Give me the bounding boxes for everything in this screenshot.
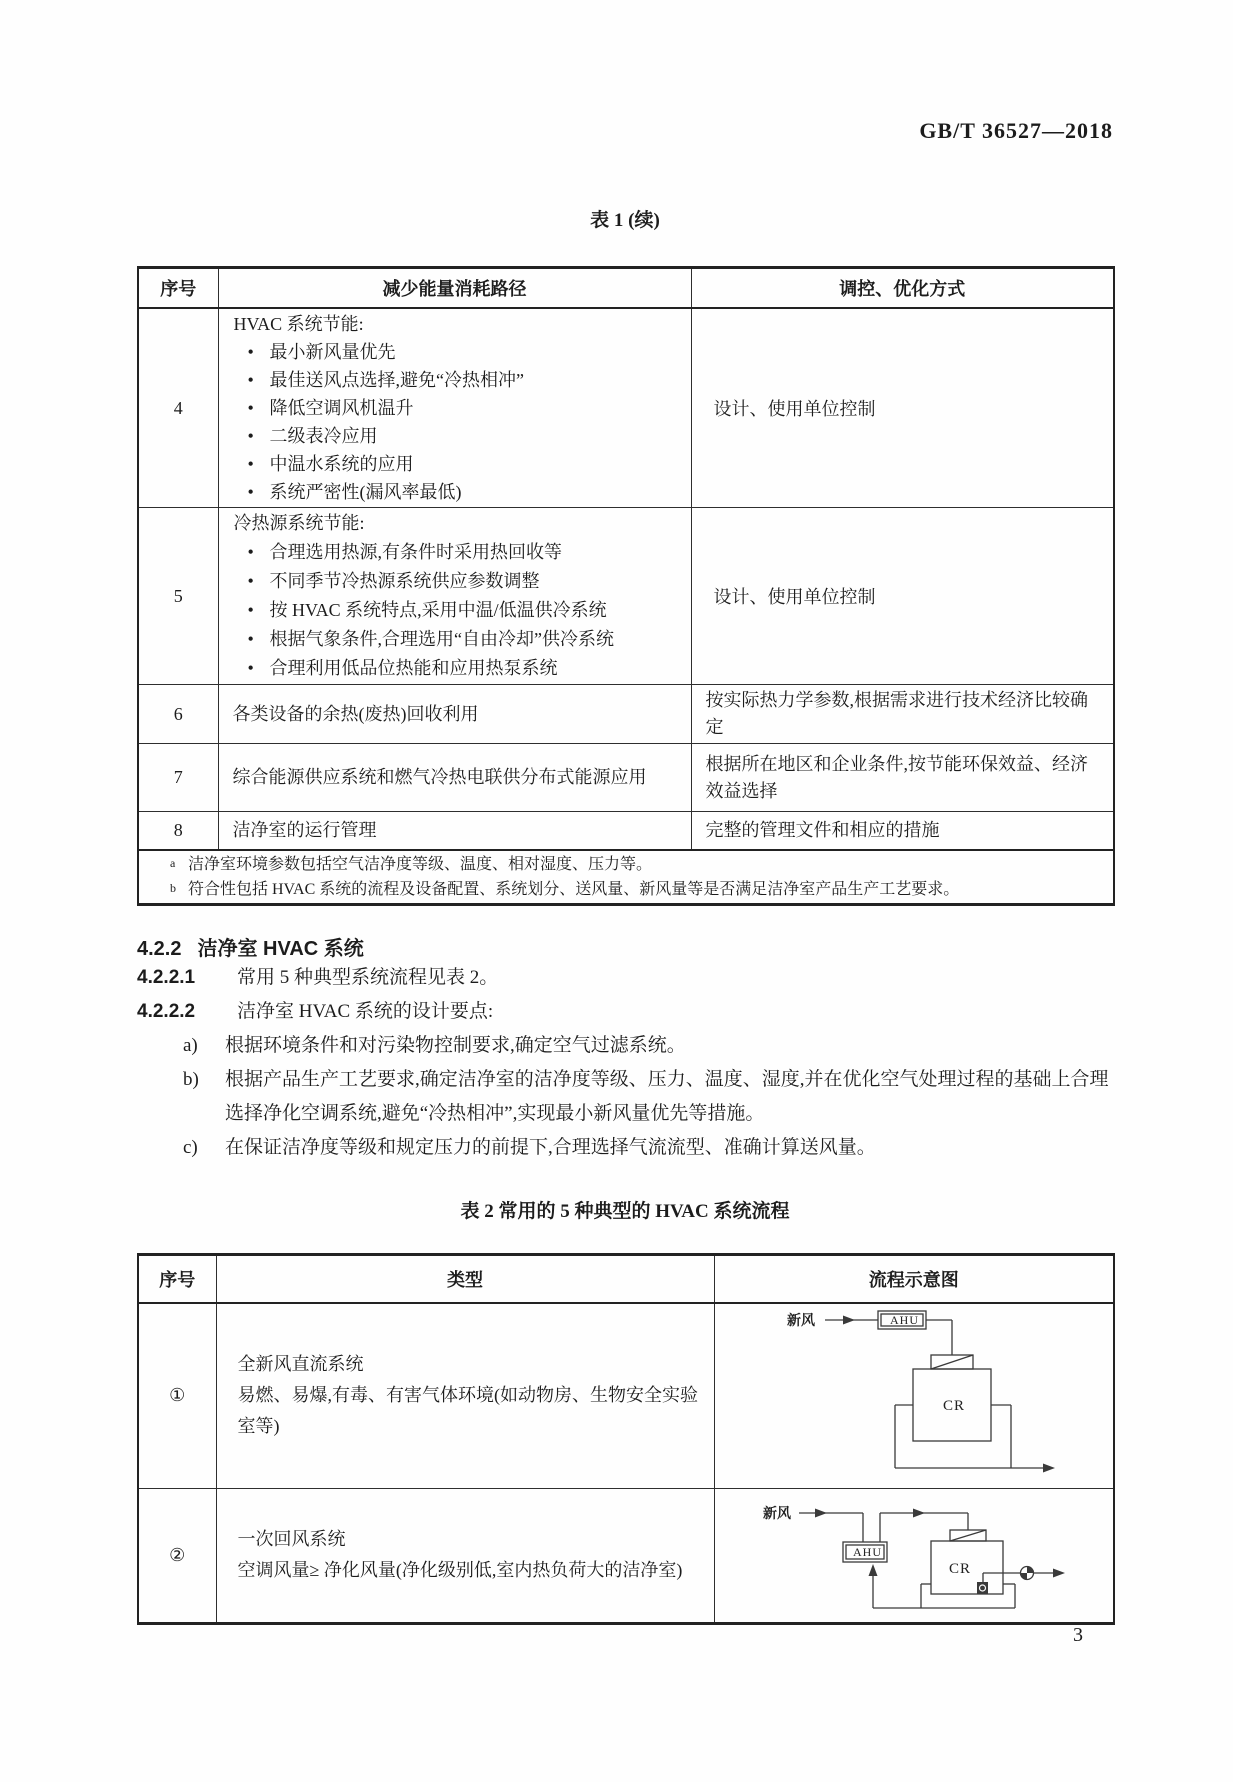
list-item	[234, 596, 690, 625]
clause-4-2-2-2	[137, 995, 1113, 1029]
cleanroom-label: CR	[942, 1398, 965, 1414]
table2-caption: 表 2 常用的 5 种典型的 HVAC 系统流程	[460, 1201, 790, 1222]
section-heading-number: 4.2.2	[137, 938, 182, 960]
clause-number: 4.2.2.2	[137, 1001, 196, 1022]
table1-footnotes-row	[138, 850, 1114, 905]
footnote-text: 符合性包括 HVAC 系统的流程及设备配置、系统划分、送风量、新风量等是否满足洁净室产品生产工艺要求。	[188, 880, 960, 898]
design-point-b	[137, 1063, 1113, 1131]
table-row	[138, 1303, 1114, 1488]
bullet-text: 中温水系统的应用	[269, 454, 414, 474]
fresh-air-label: 新风	[762, 1506, 791, 1522]
bullet-text: 根据气象条件,合理选用“自由冷却”供冷系统	[269, 629, 614, 649]
bullet-text: 最小新风量优先	[269, 342, 396, 362]
fan-icon	[1027, 1566, 1034, 1573]
clause-number: 4.2.2.1	[137, 967, 196, 988]
control-cell: 设计、使用单位控制	[691, 308, 1114, 508]
list-item	[234, 422, 690, 450]
section-4-2-2	[137, 932, 1113, 1165]
table1	[137, 266, 1115, 906]
bullet-text: 合理选用热源,有条件时采用热回收等	[269, 542, 562, 562]
flow-diagram-cell	[714, 1303, 1114, 1488]
bullet-dot: •	[247, 658, 254, 678]
bullet-dot: •	[247, 342, 254, 362]
list-item	[234, 654, 690, 683]
table-row	[138, 744, 1114, 812]
arrow-right-icon	[913, 1508, 925, 1517]
footnote-text: 洁净室环境参数包括空气洁净度等级、温度、相对湿度、压力等。	[188, 855, 653, 873]
footnote-marker: a	[170, 855, 176, 870]
clause-text: 常用 5 种典型系统流程见表 2。	[237, 967, 499, 988]
list-item	[234, 478, 690, 506]
arrow-right-icon	[1043, 1464, 1055, 1473]
list-text: 根据产品生产工艺要求,确定洁净室的洁净度等级、压力、温度、湿度,并在优化空气处理过程的基础上合理选择净化空调系统,避免“冷热相冲”,实现最小新风量优先等措施。	[225, 1069, 1109, 1124]
system-type-cell	[216, 1303, 714, 1488]
bullet-text: 不同季节冷热源系统供应参数调整	[269, 571, 540, 591]
design-point-c	[137, 1131, 1113, 1165]
table2-header-type: 类型	[216, 1255, 714, 1304]
row-no: 8	[138, 812, 218, 850]
row-no: 5	[138, 508, 218, 685]
system-type-title: 一次回风系统	[237, 1529, 346, 1549]
section-heading-text: 洁净室 HVAC 系统	[197, 938, 364, 960]
row-no: 4	[138, 308, 218, 508]
control-cell: 设计、使用单位控制	[691, 508, 1114, 685]
bullet-dot: •	[247, 454, 254, 474]
bullet-dot: •	[247, 398, 254, 418]
list-item	[234, 567, 690, 596]
table1-header-control: 调控、优化方式	[691, 268, 1114, 309]
energy-path-cell: 各类设备的余热(废热)回收利用	[218, 685, 691, 744]
standard-number: GB/T 36527—2018	[919, 118, 1113, 143]
bullet-text: 最佳送风点选择,避免“冷热相冲”	[269, 370, 524, 390]
fan-icon	[1020, 1573, 1027, 1580]
footnote	[140, 877, 1112, 902]
bullet-dot: •	[247, 370, 254, 390]
list-item	[234, 366, 690, 394]
list-item	[234, 625, 690, 654]
footnote-marker: b	[170, 880, 176, 895]
table1-header-row	[138, 268, 1114, 309]
list-marker: b)	[183, 1069, 199, 1090]
table2-header-diagram: 流程示意图	[714, 1255, 1114, 1304]
energy-path-cell: 洁净室的运行管理	[218, 812, 691, 850]
arrow-right-icon	[1053, 1568, 1065, 1577]
bullet-text: 按 HVAC 系统特点,采用中温/低温供冷系统	[269, 600, 607, 620]
clause-4-2-2-1	[137, 961, 1113, 995]
table1-header-no: 序号	[138, 268, 218, 309]
control-cell: 按实际热力学参数,根据需求进行技术经济比较确定	[691, 685, 1114, 744]
system-type-title: 全新风直流系统	[237, 1354, 364, 1375]
energy-path-title: HVAC 系统节能:	[233, 314, 364, 334]
cleanroom-label: CR	[948, 1560, 971, 1577]
table1-footnotes-cell	[138, 850, 1114, 905]
arrow-right-icon	[815, 1508, 827, 1517]
list-item	[234, 538, 690, 567]
bullet-text: 系统严密性(漏风率最低)	[269, 482, 462, 502]
row-no: ①	[138, 1303, 216, 1488]
list-marker: a)	[183, 1035, 198, 1056]
bullet-text: 二级表冷应用	[269, 426, 378, 446]
list-text: 根据环境条件和对污染物控制要求,确定空气过滤系统。	[225, 1035, 686, 1056]
table2-header-row	[138, 1255, 1114, 1304]
clause-text: 洁净室 HVAC 系统的设计要点:	[237, 1001, 494, 1022]
row-no: 7	[138, 744, 218, 812]
system-type-desc: 空调风量≥ 净化风量(净化级别低,室内热负荷大的洁净室)	[237, 1560, 683, 1580]
row-no: 6	[138, 685, 218, 744]
energy-path-title: 冷热源系统节能:	[233, 513, 365, 533]
system-type-cell	[216, 1488, 714, 1623]
fresh-air-label: 新风	[786, 1314, 815, 1329]
energy-path-cell: 综合能源供应系统和燃气冷热电联供分布式能源应用	[218, 744, 691, 812]
table1-header-path: 减少能量消耗路径	[218, 268, 691, 309]
list-text: 在保证洁净度等级和规定压力的前提下,合理选择气流流型、准确计算送风量。	[225, 1137, 876, 1158]
energy-path-cell	[218, 508, 691, 685]
bullet-text: 降低空调风机温升	[269, 398, 414, 418]
table-row	[138, 685, 1114, 744]
table-row	[138, 1488, 1114, 1623]
system-type-desc: 易燃、易爆,有毒、有害气体环境(如动物房、生物安全实验室等)	[237, 1385, 698, 1437]
bullet-dot: •	[247, 482, 254, 502]
flow-diagram-cell	[714, 1488, 1114, 1623]
ahu-label: AHU	[852, 1544, 882, 1559]
footnote	[140, 852, 1112, 877]
table1-caption: 表 1 (续)	[590, 210, 660, 231]
table2	[137, 1253, 1115, 1625]
ahu-label: AHU	[889, 1313, 919, 1327]
arrow-up-icon	[868, 1564, 877, 1576]
bullet-dot: •	[247, 426, 254, 446]
energy-path-cell	[218, 308, 691, 508]
bullet-dot: •	[247, 571, 254, 591]
row-no: ②	[138, 1488, 216, 1623]
table2-header-no: 序号	[138, 1255, 216, 1304]
bullet-dot: •	[247, 542, 254, 562]
damper-icon	[977, 1582, 988, 1594]
section-heading	[137, 932, 1113, 961]
flow-diagram-primary-return-air	[715, 1489, 1115, 1624]
table-row	[138, 812, 1114, 850]
table-row	[138, 508, 1114, 685]
bullet-dot: •	[247, 629, 254, 649]
control-cell: 完整的管理文件和相应的措施	[691, 812, 1114, 850]
list-item	[234, 338, 690, 366]
arrow-right-icon	[843, 1316, 855, 1325]
design-point-a	[137, 1029, 1113, 1063]
list-marker: c)	[183, 1137, 198, 1158]
bullet-text: 合理利用低品位热能和应用热泵系统	[269, 658, 558, 678]
table-row	[138, 308, 1114, 508]
list-item	[234, 450, 690, 478]
list-item	[234, 394, 690, 422]
page-number: 3	[1073, 1624, 1083, 1646]
flow-diagram-full-fresh-air	[715, 1304, 1115, 1488]
bullet-dot: •	[247, 600, 254, 620]
control-cell: 根据所在地区和企业条件,按节能环保效益、经济效益选择	[691, 744, 1114, 812]
